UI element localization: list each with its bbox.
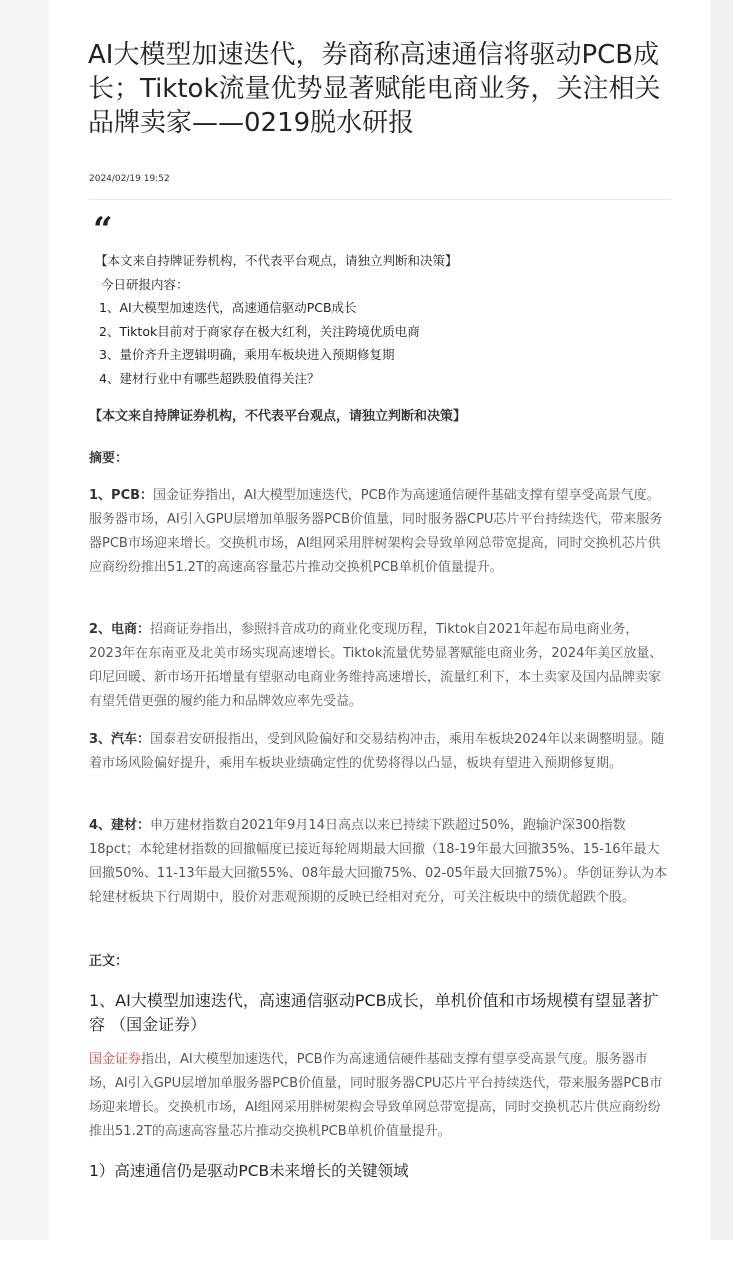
disclaimer: 【本文来自持牌证券机构，不代表平台观点，请独立判断和决策】 (89, 409, 467, 424)
summary-item-text: 招商证券指出，参照抖音成功的商业化变现历程，Tiktok自2021年起布局电商业务，2023年在东南亚及北美市场实现高速增长。Tiktok流量优势显著赋能电商业务，2024年美区放量、印尼回暖、新市场开拓增量有望驱动电商业务维持高速增长，流量红利下，本土卖家及国内品牌卖家有望凭借更强的履约能力和品牌效应率先受益。 (89, 622, 663, 709)
summary-label: 摘要： (89, 451, 129, 466)
article-title: AI大模型加速迭代，券商称高速通信将驱动PCB成长；Tiktok流量优势显著赋能电商业务，关注相关品牌卖家——0219脱水研报 (88, 40, 661, 138)
quote-line: 【本文来自持牌证券机构，不代表平台观点，请独立判断和决策】 (95, 253, 458, 268)
summary-item-text: 国金证券指出，AI大模型加速迭代，PCB作为高速通信硬件基础支撑有望享受高景气度。服务器市场，AI引入GPU层增加单服务器PCB价值量，同时服务器CPU芯片平台持续迭代，带来服务器PCB市场迎来增长。交换机市场，AI组网采用胖树架构会导致单网总带宽提高，同时交换机芯片供应商纷纷推出51.2T的高速高容量芯片推动交换机PCB单机价值量提升。 (89, 488, 663, 575)
summary-item-auto (89, 728, 669, 776)
summary-item-pcb (89, 484, 669, 580)
quote-line: 4、建材行业中有哪些超跌股值得关注？ (99, 370, 320, 386)
body-paragraph (89, 1048, 669, 1144)
quote-block (95, 249, 655, 390)
title-divider (89, 199, 671, 200)
quote-line: 今日研报内容： (101, 276, 189, 292)
summary-item-lead: 1、PCB： (89, 488, 154, 503)
bottom-area (0, 1240, 733, 1286)
summary-item-lead: 2、电商： (89, 622, 151, 637)
summary-item-lead: 3、汽车： (89, 732, 151, 747)
article-page (49, 0, 711, 1240)
quote-line: 1、AI大模型加速迭代，高速通信驱动PCB成长 (99, 300, 357, 315)
subsection-heading: 1）高速通信仍是驱动PCB未来增长的关键领域 (89, 1162, 409, 1180)
summary-item-building-materials (89, 814, 669, 910)
scroll-gutter (711, 0, 733, 1240)
source-link[interactable]: 国金证券 (89, 1052, 142, 1067)
summary-item-text: 国泰君安研报指出，受到风险偏好和交易结构冲击，乘用车板块2024年以来调整明显。随着市场风险偏好提升，乘用车板块业绩确定性的优势将得以凸显，板块有望进入预期修复期。 (89, 732, 665, 771)
summary-item-text: 申万建材指数自2021年9月14日高点以来已持续下跌超过50%，跑输沪深300指数18pct；本轮建材指数的回撤幅度已接近每轮周期最大回撤（18-19年最大回撤35%、15-16年最大回撤50%、11-13年最大回撤55%、08年最大回撤75%、02-05年最大回撤75%）。华创证券认为本轮建材板块下行周期中，股价对悲观预期的反映已经相对充分，可关注板块中的绩优超跌个股。 (89, 818, 668, 905)
summary-item-lead: 4、建材： (89, 818, 151, 833)
publish-date: 2024/02/19 19:52 (89, 174, 170, 184)
body-paragraph-text: 指出，AI大模型加速迭代，PCB作为高速通信硬件基础支撑有望享受高景气度。服务器市场，AI引入GPU层增加单服务器PCB价值量，同时服务器CPU芯片平台持续迭代，带来服务器PCB市场迎来增长。交换机市场，AI组网采用胖树架构会导致单网总带宽提高，同时交换机芯片供应商纷纷推出51.2T的高速高容量芯片推动交换机PCB单机价值量提升。 (89, 1052, 663, 1139)
quote-line: 3、量价齐升主逻辑明确，乘用车板块进入预期修复期 (99, 347, 395, 362)
section-heading: 1、AI大模型加速迭代，高速通信驱动PCB成长，单机价值和市场规模有望显著扩容 （国金证券） (89, 991, 659, 1034)
body-label: 正文： (89, 954, 129, 969)
quote-line: 2、Tiktok目前对于商家存在极大红利，关注跨境优质电商 (99, 323, 420, 339)
summary-item-ecommerce (89, 618, 669, 714)
quote-mark-icon: “ (93, 210, 113, 250)
